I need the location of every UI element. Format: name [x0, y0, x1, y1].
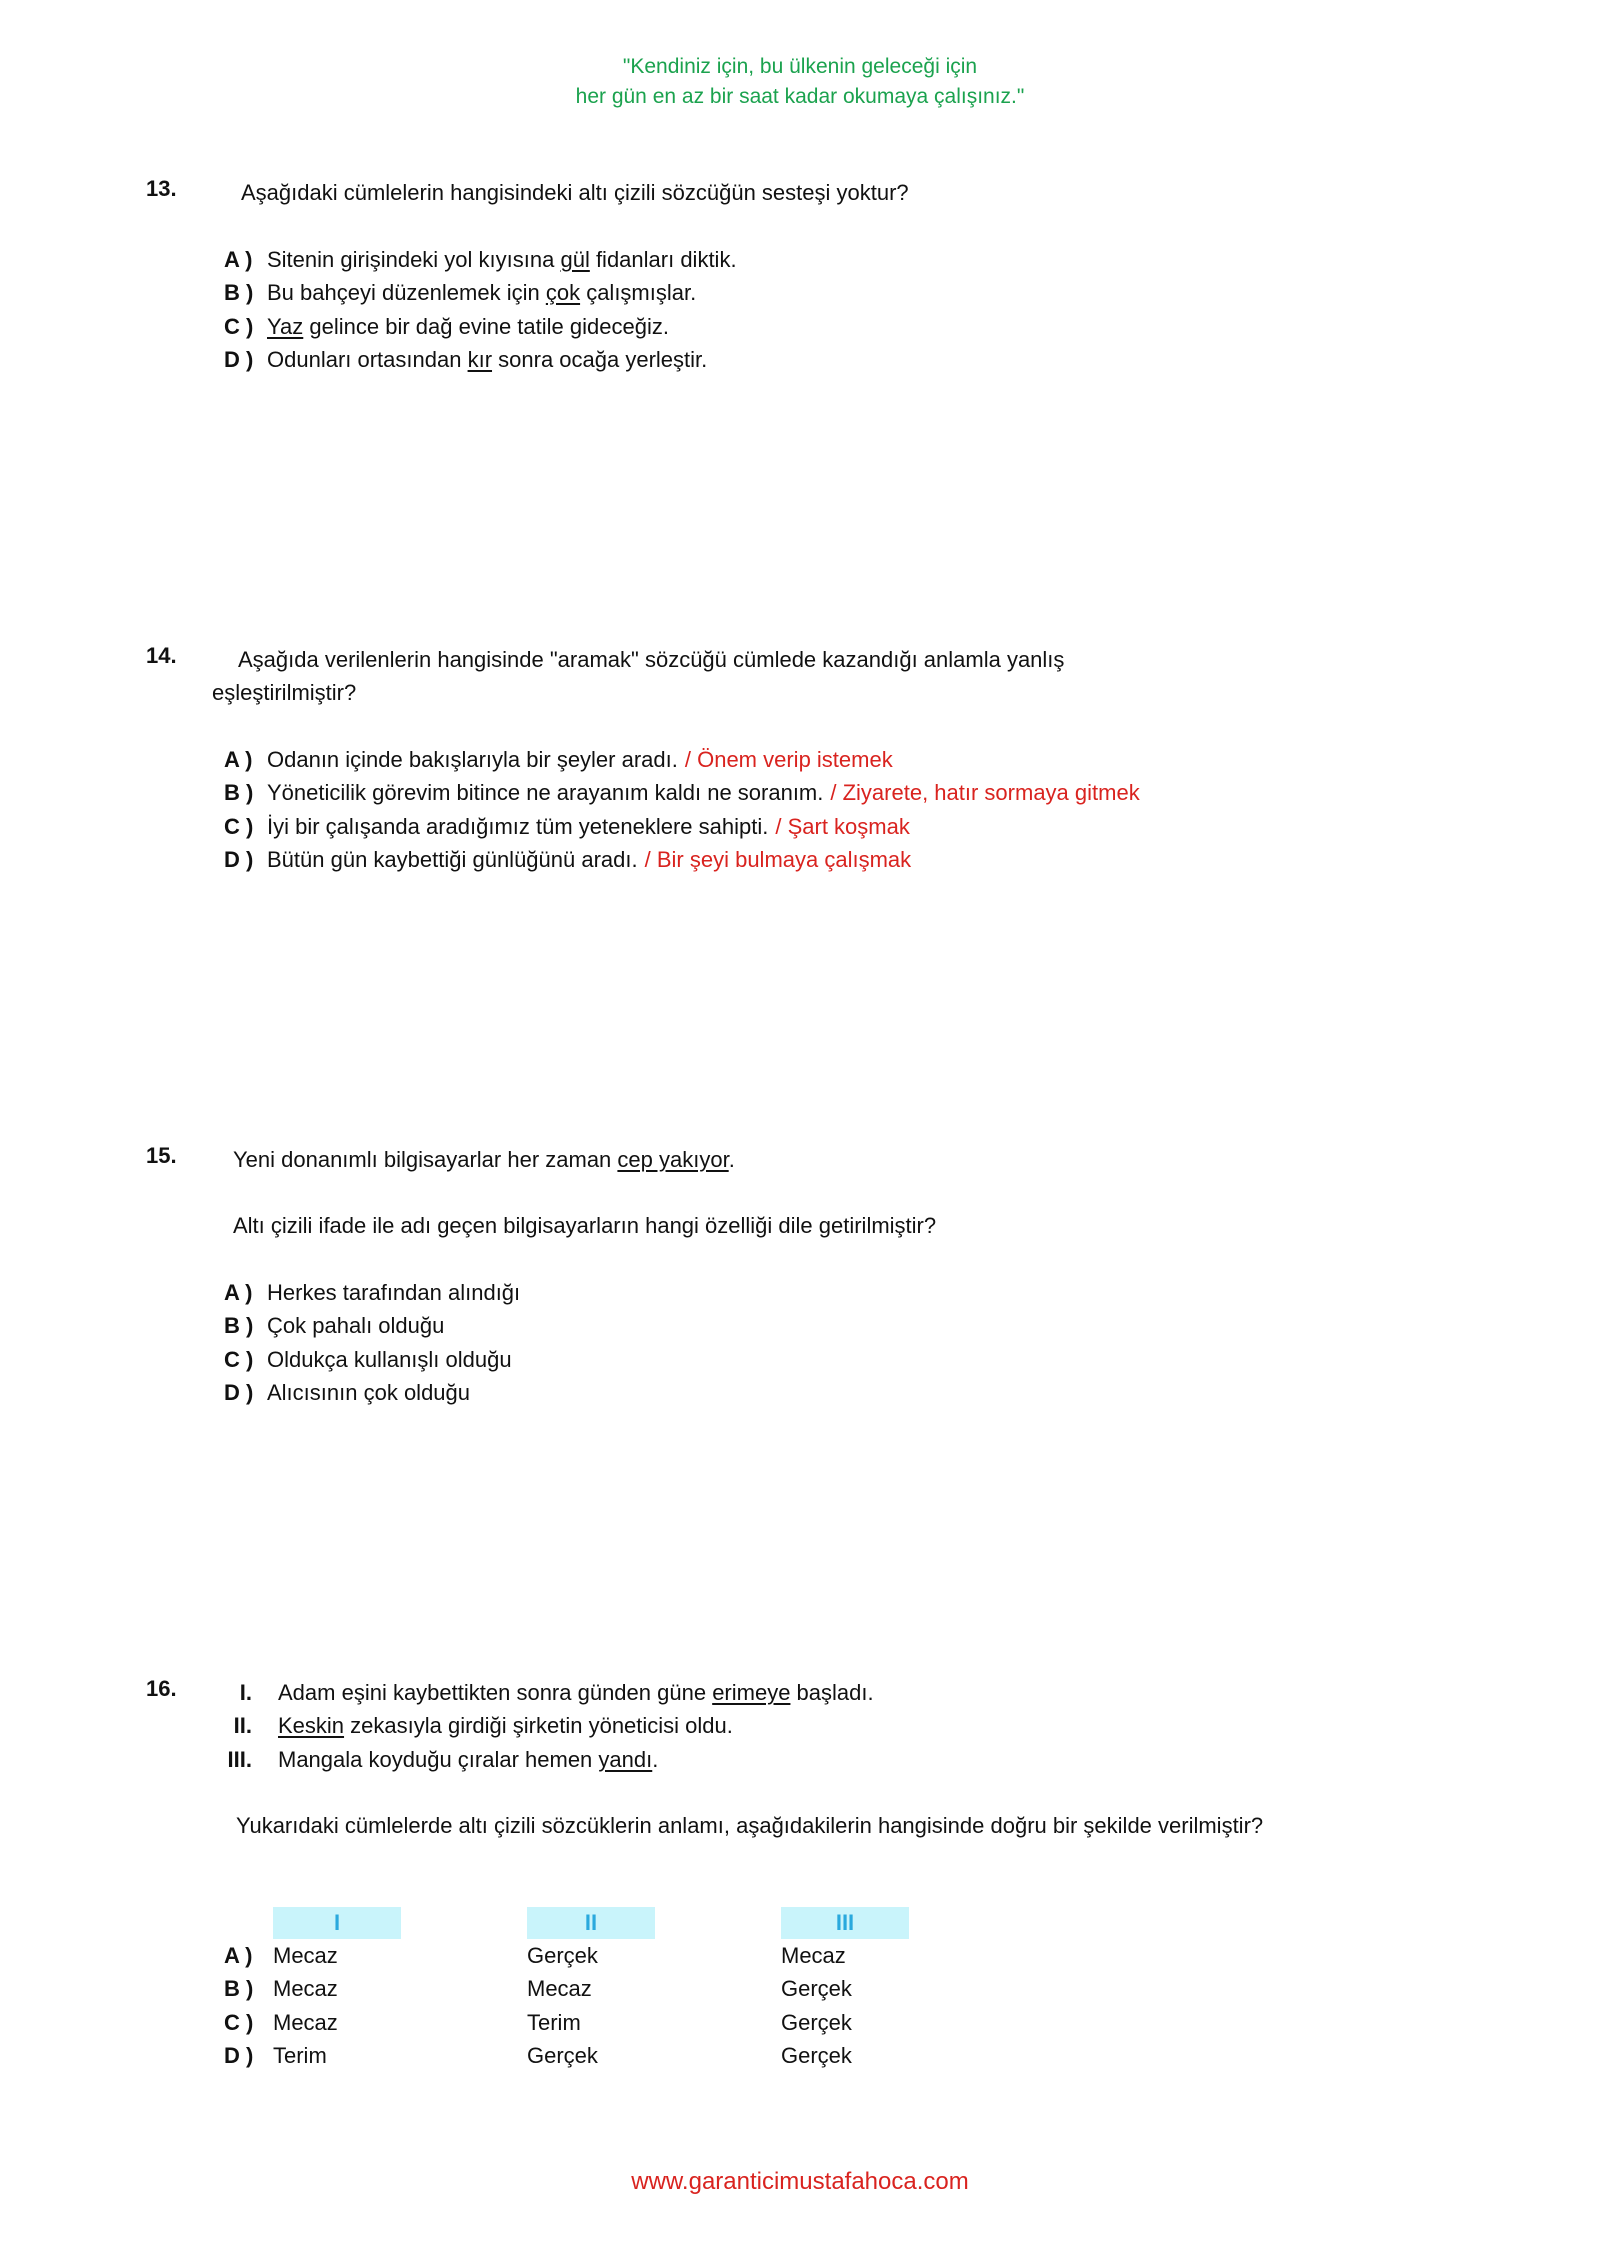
option-text: Yöneticilik görevim bitince ne arayanım kaldı ne soranım. / Ziyarete, hatır sormaya gitmek [267, 780, 1140, 806]
table-cell: Mecaz [527, 1976, 592, 2002]
question-14-text: Aşağıda verilenlerin hangisinde "aramak" sözcüğü cümlede kazandığı anlamla yanlış eşleştirilmiştir? [212, 647, 1065, 705]
table-row-c [0, 2006, 1600, 2039]
underlined-word: gül [560, 247, 590, 272]
question-15-intro: Yeni donanımlı bilgisayarlar her zaman cep yakıyor. [233, 1147, 735, 1172]
question-14-option-c [0, 810, 1600, 843]
option-text: Odanın içinde bakışlarıyla bir şeyler aradı. / Önem verip istemek [267, 747, 893, 772]
table-header-iii: III [781, 1907, 909, 1939]
question-13-option-b [0, 276, 1600, 309]
question-16-text: Yukarıdaki cümlelerde altı çizili sözcüklerin anlamı, aşağıdakilerin hangisinde doğru bir şekilde verilmiştir? [236, 1813, 1264, 1838]
table-header-i: I [273, 1907, 401, 1939]
question-16 [0, 1676, 1600, 1776]
option-letter: B ) [224, 780, 254, 806]
table-header-ii: II [527, 1907, 655, 1939]
underlined-word: Yaz [267, 313, 304, 339]
header-quote [0, 52, 1600, 112]
item-text: Mangala koyduğu çıralar hemen yandı. [278, 1746, 659, 1772]
option-text: İyi bir çalışanda aradığımız tüm yeteneklere sahipti. / Şart koşmak [267, 813, 910, 839]
table-cell: Gerçek [781, 2043, 852, 2069]
meaning-annotation: / Şart koşmak [775, 813, 910, 839]
question-16-items [0, 1676, 1600, 1776]
question-16-item-3 [0, 1743, 1600, 1776]
underlined-word: Keskin [278, 1713, 345, 1739]
option-text: Alıcısının çok olduğu [267, 1380, 471, 1406]
question-15-options [0, 1276, 1600, 1410]
option-text: Oldukça kullanışlı olduğu [267, 1346, 512, 1372]
option-letter: C ) [224, 1346, 254, 1372]
underlined-phrase: cep yakıyor [617, 1147, 729, 1172]
footer-url: www.garanticimustafahoca.com [631, 2168, 969, 2195]
table-cell: Mecaz [781, 1943, 846, 1968]
option-letter: A ) [224, 1280, 253, 1305]
question-15-number: 15. [146, 1143, 177, 1168]
option-letter: C ) [224, 313, 254, 339]
option-text: Bütün gün kaybettiği günlüğünü aradı. / Bir şeyi bulmaya çalışmak [267, 847, 912, 873]
question-15-option-c [0, 1343, 1600, 1376]
option-text: Bu bahçeyi düzenlemek için çok çalışmışlar. [267, 280, 697, 306]
option-letter: B ) [224, 1313, 254, 1339]
question-13-option-c [0, 310, 1600, 343]
option-letter: B ) [224, 280, 254, 306]
table-cell: Gerçek [527, 1943, 598, 1968]
question-13-options [0, 243, 1600, 377]
table-cell: Terim [273, 2043, 327, 2069]
question-14-option-b [0, 776, 1600, 809]
question-14-option-d [0, 843, 1600, 876]
question-16-options [0, 1939, 1600, 2073]
table-row-a [0, 1939, 1600, 1972]
option-letter: D ) [224, 2043, 254, 2069]
question-16-item-1 [0, 1676, 1600, 1709]
option-letter: A ) [224, 1943, 253, 1968]
option-letter: B ) [224, 1976, 254, 2002]
table-cell: Terim [527, 2009, 581, 2035]
table-row-b [0, 1972, 1600, 2005]
quote-line-1: "Kendiniz için, bu ülkenin geleceği için [622, 55, 978, 78]
meaning-annotation: / Önem verip istemek [684, 747, 893, 772]
option-letter: C ) [224, 813, 254, 839]
table-row-d [0, 2039, 1600, 2072]
option-text: Çok pahalı olduğu [267, 1313, 445, 1339]
question-14-number: 14. [146, 643, 177, 668]
meaning-annotation: / Ziyarete, hatır sormaya gitmek [830, 780, 1140, 806]
question-13-number: 13. [146, 176, 177, 201]
question-13-option-a [0, 243, 1600, 276]
table-cell: Mecaz [273, 2009, 338, 2035]
meaning-annotation: / Bir şeyi bulmaya çalışmak [644, 847, 912, 873]
option-letter: A ) [224, 747, 253, 772]
table-cell: Gerçek [781, 2009, 852, 2035]
question-15-option-d [0, 1376, 1600, 1409]
underlined-word: kır [467, 347, 493, 373]
option-letter: C ) [224, 2009, 254, 2035]
question-16-number: 16. [146, 1676, 177, 1701]
table-cell: Gerçek [527, 2043, 598, 2069]
question-13-text: Aşağıdaki cümlelerin hangisindeki altı çizili sözcüğün sesteşi yoktur? [241, 180, 909, 205]
roman-numeral: III. [227, 1746, 252, 1772]
answer-table-header [0, 1907, 1600, 1939]
roman-numeral: II. [233, 1713, 252, 1739]
underlined-word: yandı [598, 1746, 653, 1772]
option-letter: D ) [224, 1380, 254, 1406]
question-16-item-2 [0, 1709, 1600, 1742]
option-letter: D ) [224, 847, 254, 873]
table-cell: Mecaz [273, 1976, 338, 2002]
option-text: Yaz gelince bir dağ evine tatile gideceğiz. [267, 313, 669, 339]
question-13 [0, 176, 1600, 209]
question-13-option-d [0, 343, 1600, 376]
question-14-option-a [0, 743, 1600, 776]
question-15-option-b [0, 1309, 1600, 1342]
option-letter: D ) [224, 347, 254, 373]
table-cell: Gerçek [781, 1976, 852, 2002]
underlined-word: erimeye [712, 1680, 791, 1705]
item-text: Keskin zekasıyla girdiği şirketin yöneticisi oldu. [278, 1713, 733, 1739]
option-text: Sitenin girişindeki yol kıyısına gül fidanları diktik. [267, 247, 737, 272]
option-text: Herkes tarafından alındığı [267, 1280, 521, 1305]
quote-line-2: her gün en az bir saat kadar okumaya çalışınız." [575, 85, 1025, 108]
roman-numeral: I. [239, 1680, 252, 1705]
table-cell: Mecaz [273, 1943, 338, 1968]
question-15-option-a [0, 1276, 1600, 1309]
item-text: Adam eşini kaybettikten sonra günden güne erimeye başladı. [278, 1680, 874, 1705]
question-15-text: Altı çizili ifade ile adı geçen bilgisayarların hangi özelliği dile getirilmiştir? [233, 1213, 937, 1238]
question-14-options [0, 743, 1600, 877]
underlined-word: çok [545, 280, 581, 306]
option-letter: A ) [224, 247, 253, 272]
option-text: Odunları ortasından kır sonra ocağa yerleştir. [267, 347, 708, 373]
